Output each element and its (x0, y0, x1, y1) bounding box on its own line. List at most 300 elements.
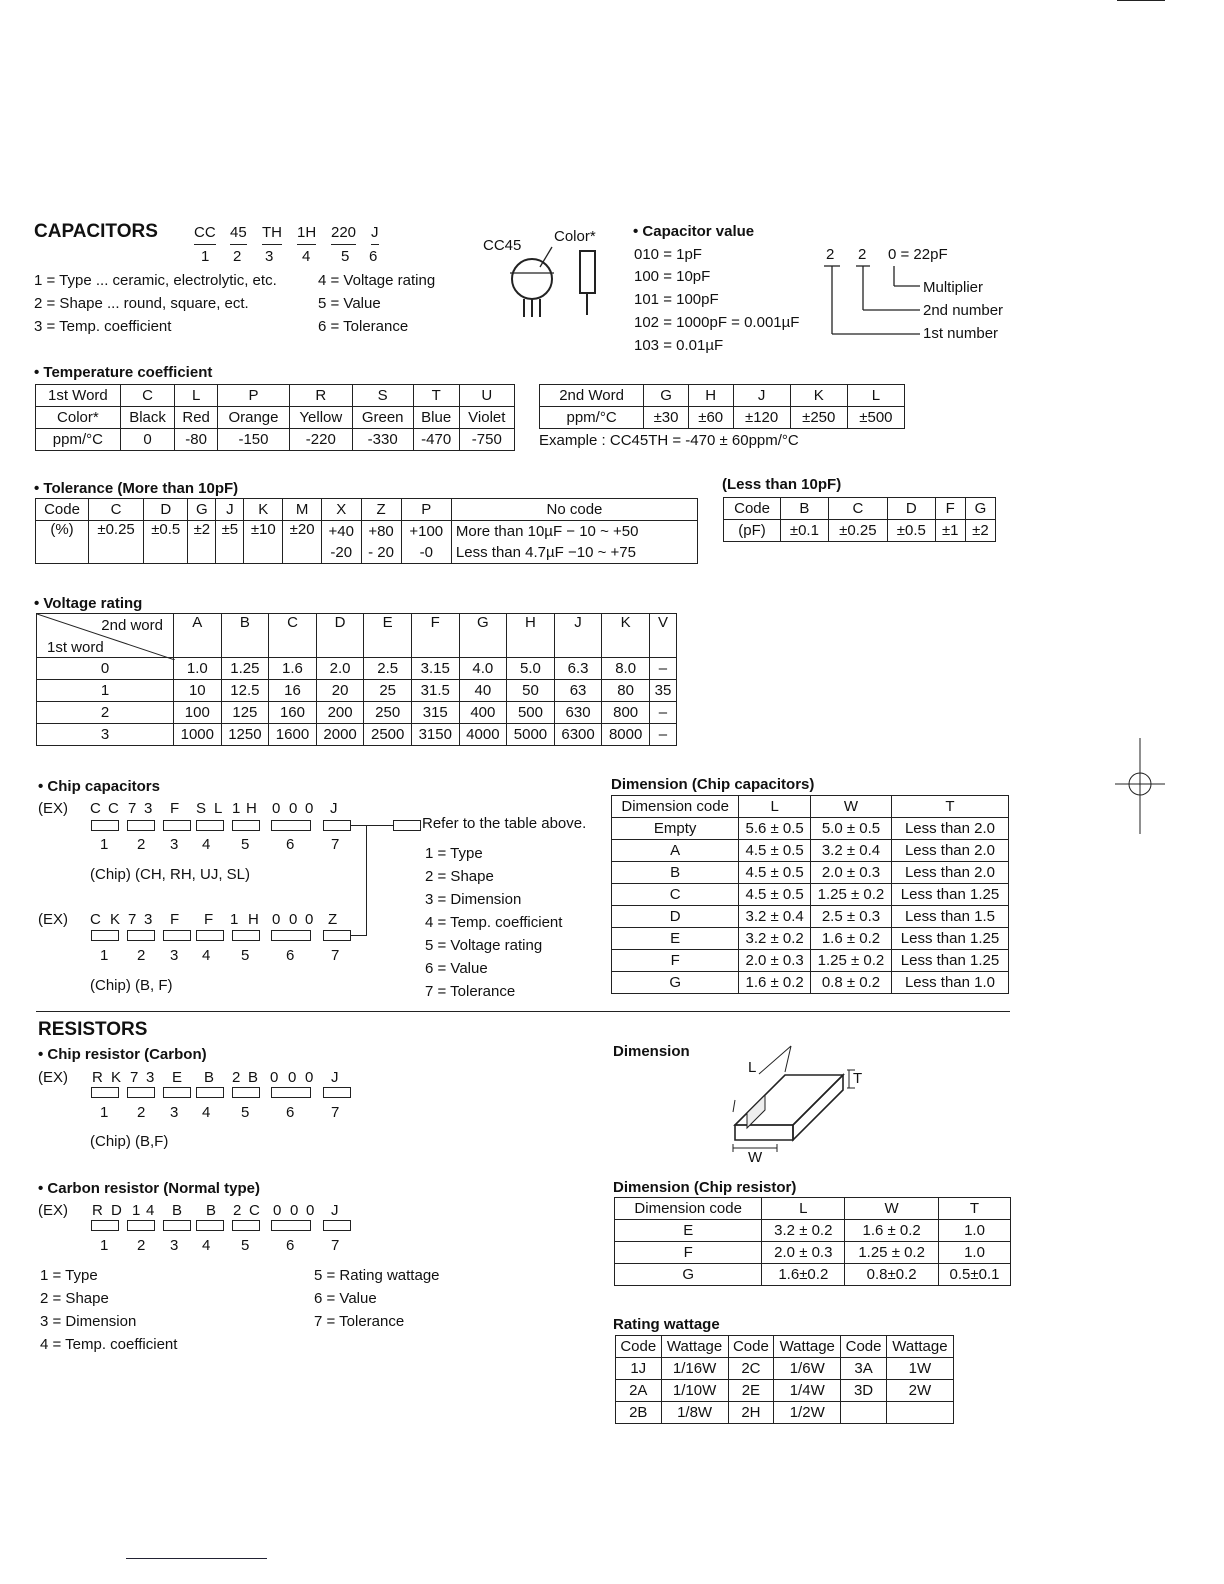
res-dim-label: Dimension (613, 1043, 690, 1060)
diagram-color-label: Color* (554, 228, 596, 245)
table-cell: – (649, 724, 676, 746)
table-cell: 80 (602, 680, 650, 702)
table-cell: 1250 (221, 724, 269, 746)
legend-item: 5 = Voltage rating (425, 937, 543, 954)
legend-item: 1 = Type ... ceramic, electrolytic, etc. (34, 272, 277, 289)
code-num: 6 (286, 947, 295, 964)
code-char: B (248, 1069, 259, 1086)
code-char: 0 (289, 800, 298, 817)
code-char: 0 (289, 911, 298, 928)
table-row (616, 1358, 954, 1380)
table-cell: T (413, 385, 459, 407)
table-cell: 1.6 ± 0.2 (810, 928, 891, 950)
table-row (612, 972, 1009, 994)
code-part: 45 (230, 222, 247, 245)
watt-table (615, 1335, 954, 1424)
table-cell: Z (361, 499, 401, 521)
code-char: 1 (132, 1202, 141, 1219)
table-cell: 2A (616, 1380, 662, 1402)
table-cell: L (847, 385, 904, 407)
voltage-table (36, 613, 677, 746)
table-cell: ±0.5 (144, 521, 188, 564)
temp-title: • Temperature coefficient (34, 364, 213, 381)
code-char: F (170, 800, 180, 817)
code-num: 5 (241, 1237, 250, 1254)
table-cell: W (845, 1198, 939, 1220)
code-num: 2 (137, 1237, 146, 1254)
res-dim-table (614, 1197, 1011, 1286)
code-num: 1 (100, 836, 109, 853)
table-cell: 5.0 (507, 658, 555, 680)
tolerance-title: • Tolerance (More than 10pF) (34, 480, 239, 497)
table-cell: -220 (290, 429, 353, 451)
code-char: C (90, 911, 101, 928)
code-char: 2 (233, 1202, 242, 1219)
footer-line (126, 1558, 267, 1559)
code-num: 4 (202, 1104, 211, 1121)
legend-item: 2 = Shape (40, 1290, 109, 1307)
table-cell: 2000 (316, 724, 364, 746)
table-cell: G (612, 972, 739, 994)
table-cell: ppm/°C (36, 429, 121, 451)
table-cell: +80 (361, 521, 401, 543)
table-cell: 3.2 ± 0.2 (762, 1220, 845, 1242)
code-part: 220 (331, 222, 356, 245)
code-char: 1 (232, 800, 241, 817)
resistors-title: RESISTORS (38, 1019, 148, 1040)
code-char: F (204, 911, 214, 928)
code-num: 7 (331, 836, 340, 853)
table-cell: ppm/°C (540, 407, 644, 429)
voltage-corner-cell (37, 614, 174, 658)
table-cell: Less than 1.25 (891, 950, 1008, 972)
code-char: R (92, 1202, 103, 1219)
table-cell: C (828, 498, 887, 520)
table-cell: E (612, 928, 739, 950)
table-cell: 35 (649, 680, 676, 702)
table-cell: 5.0 ± 0.5 (810, 818, 891, 840)
table-cell: 3.2 ± 0.2 (739, 928, 811, 950)
table-cell: T (939, 1198, 1011, 1220)
table-cell: 10 (174, 680, 222, 702)
table-row (612, 862, 1009, 884)
code-num: 1 (100, 1104, 109, 1121)
voltage-title: • Voltage rating (34, 595, 143, 612)
table-cell: R (290, 385, 353, 407)
code-char: 0 (305, 800, 314, 817)
code-num: 3 (265, 248, 274, 265)
table-cell: J (216, 499, 244, 521)
table-cell: 2.0 ± 0.3 (739, 950, 811, 972)
table-cell: 3.2 ± 0.4 (810, 840, 891, 862)
code-char: 2 (232, 1069, 241, 1086)
example-digit: 2 (858, 246, 867, 263)
code-num: 1 (201, 248, 210, 265)
table-cell: Blue (413, 407, 459, 429)
table-cell: 400 (459, 702, 507, 724)
table-row (612, 928, 1009, 950)
table-cell: 1.0 (939, 1220, 1011, 1242)
table-cell: W (810, 796, 891, 818)
table-row (616, 1380, 954, 1402)
chip-note-2: (Chip) (B, F) (90, 977, 173, 994)
table-cell: 1.25 ± 0.2 (810, 884, 891, 906)
table-cell: 2 (37, 702, 174, 724)
code-char: C (249, 1202, 260, 1219)
table-cell: ±20 (283, 521, 322, 564)
code-char: K (111, 1069, 122, 1086)
table-cell: Violet (459, 407, 514, 429)
table-cell: -150 (217, 429, 289, 451)
table-cell: 3A (841, 1358, 887, 1380)
table-row (36, 407, 515, 429)
code-char: K (110, 911, 121, 928)
value-line: 103 = 0.01µF (634, 337, 724, 354)
legend-item: 1 = Type (40, 1267, 98, 1284)
code-num: 2 (137, 836, 146, 853)
code-num: 6 (286, 1237, 295, 1254)
table-row (37, 658, 677, 680)
table-cell: Code (728, 1336, 774, 1358)
code-num: 2 (233, 248, 242, 265)
table-row (616, 1402, 954, 1424)
table-cell: +100 (401, 521, 451, 543)
table-cell: -750 (459, 429, 514, 451)
capacitor-value-title: • Capacitor value (633, 223, 755, 240)
code-num: 4 (302, 248, 311, 265)
table-cell: -0 (401, 542, 451, 564)
table-cell: 2.0 ± 0.3 (810, 862, 891, 884)
table-cell: F (612, 950, 739, 972)
example-digit: 0 = 22pF (888, 246, 948, 263)
table-row (612, 906, 1009, 928)
code-char: S (196, 800, 207, 817)
table-row (612, 818, 1009, 840)
chip-capacitors-title: • Chip capacitors (38, 778, 160, 795)
table-cell: 800 (602, 702, 650, 724)
temp-example: Example : CC45TH = -470 ± 60ppm/°C (539, 432, 799, 449)
table-cell: P (401, 499, 451, 521)
table-cell: Red (175, 407, 218, 429)
chip-resistor-title: • Chip resistor (Carbon) (38, 1046, 207, 1063)
legend-item: 4 = Temp. coefficient (425, 914, 563, 931)
table-cell: F (615, 1242, 762, 1264)
table-cell: 1/4W (774, 1380, 841, 1402)
table-cell: 6300 (554, 724, 602, 746)
ex-label: (EX) (38, 911, 68, 928)
corner-top-label: 2nd word (101, 617, 163, 634)
table-row (36, 429, 515, 451)
table-cell: ±120 (733, 407, 790, 429)
table-cell: P (217, 385, 289, 407)
tolerance-table (35, 498, 698, 564)
code-char: 0 (290, 1202, 299, 1219)
ex-label: (EX) (38, 800, 68, 817)
code-char: 0 (288, 1069, 297, 1086)
table-row (612, 884, 1009, 906)
code-char: 1 (230, 911, 239, 928)
code-num: 2 (137, 947, 146, 964)
res-note-1: (Chip) (B,F) (90, 1133, 169, 1150)
table-cell: C (120, 385, 175, 407)
code-char: H (248, 911, 259, 928)
table-cell: 0.8±0.2 (845, 1264, 939, 1286)
table-cell: 1.0 (939, 1242, 1011, 1264)
table-cell: ±5 (216, 521, 244, 564)
table-cell: 0 (37, 658, 174, 680)
value-line: 101 = 100pF (634, 291, 719, 308)
table-cell: 1.6 (269, 658, 317, 680)
table-cell: H (688, 385, 733, 407)
table-cell: 3 (37, 724, 174, 746)
section-divider (36, 1011, 1010, 1012)
table-cell: J (733, 385, 790, 407)
table-cell: Less than 2.0 (891, 862, 1008, 884)
code-char: B (172, 1202, 183, 1219)
table-cell: 6.3 (554, 658, 602, 680)
code-num: 4 (202, 947, 211, 964)
table-cell: B (221, 614, 269, 658)
code-char: 3 (144, 800, 153, 817)
table-cell: 4.0 (459, 658, 507, 680)
table-cell: 16 (269, 680, 317, 702)
crop-mark (1117, 0, 1165, 1)
table-cell: 1J (616, 1358, 662, 1380)
table-cell: K (790, 385, 847, 407)
table-row (37, 702, 677, 724)
table-cell: 25 (364, 680, 412, 702)
code-char: 4 (146, 1202, 155, 1219)
table-cell: B (612, 862, 739, 884)
table-row (616, 1336, 954, 1358)
dim-l-label: L (748, 1059, 757, 1076)
table-cell: B (781, 498, 829, 520)
table-cell: ±2 (965, 520, 995, 542)
value-line: 102 = 1000pF = 0.001µF (634, 314, 800, 331)
code-char: J (331, 1069, 339, 1086)
code-char: 0 (273, 1202, 282, 1219)
table-row (612, 840, 1009, 862)
temp-first-word-table (35, 384, 515, 451)
example-digit: 2 (826, 246, 835, 263)
code-num: 5 (341, 248, 350, 265)
table-cell: Black (120, 407, 175, 429)
table-cell: ±0.25 (828, 520, 887, 542)
code-num: 7 (331, 1237, 340, 1254)
table-cell: Less than 1.25 (891, 928, 1008, 950)
table-cell: 3.2 ± 0.4 (739, 906, 811, 928)
code-char: 7 (128, 911, 137, 928)
table-cell: – (649, 702, 676, 724)
table-cell: Color* (36, 407, 121, 429)
code-num: 1 (100, 1237, 109, 1254)
example-label: Multiplier (923, 279, 984, 296)
table-cell: 31.5 (411, 680, 459, 702)
table-cell: L (739, 796, 811, 818)
temp-second-word-table (539, 384, 905, 429)
code-num: 1 (100, 947, 109, 964)
table-cell: 1st Word (36, 385, 121, 407)
code-num: 5 (241, 836, 250, 853)
example-label: 2nd number (923, 302, 1004, 319)
legend-item: 7 = Tolerance (314, 1313, 405, 1330)
code-char: 0 (272, 911, 281, 928)
table-cell: 2H (728, 1402, 774, 1424)
table-cell: ±250 (790, 407, 847, 429)
table-cell: 315 (411, 702, 459, 724)
ex-label: (EX) (38, 1069, 68, 1086)
table-cell: X (322, 499, 362, 521)
code-num: 6 (369, 248, 378, 265)
code-part: 1H (297, 222, 316, 245)
table-cell: 1 (37, 680, 174, 702)
code-char: J (330, 800, 338, 817)
legend-item: 5 = Value (318, 295, 381, 312)
legend-item: 3 = Dimension (40, 1313, 137, 1330)
table-row (612, 950, 1009, 972)
legend-item: 2 = Shape ... round, square, ect. (34, 295, 249, 312)
table-cell: 4.5 ± 0.5 (739, 862, 811, 884)
table-cell: M (283, 499, 322, 521)
chip-note-1: (Chip) (CH, RH, UJ, SL) (90, 866, 251, 883)
code-char: 3 (146, 1069, 155, 1086)
example-label: 1st number (923, 325, 999, 342)
table-cell: 4000 (459, 724, 507, 746)
table-cell: 2C (728, 1358, 774, 1380)
code-num: 7 (331, 1104, 340, 1121)
table-cell: 1.25 ± 0.2 (845, 1242, 939, 1264)
table-row (36, 385, 515, 407)
table-cell: U (459, 385, 514, 407)
table-cell (886, 1402, 953, 1424)
table-cell: Code (841, 1336, 887, 1358)
table-cell: 50 (507, 680, 555, 702)
table-cell: K (602, 614, 650, 658)
table-row (37, 680, 677, 702)
code-part: TH (262, 222, 282, 245)
table-cell: ±0.5 (888, 520, 936, 542)
table-cell: ±0.25 (89, 521, 144, 564)
table-cell: 1W (886, 1358, 953, 1380)
table-cell: 3150 (411, 724, 459, 746)
code-char: B (206, 1202, 217, 1219)
chip-dim-table (611, 795, 1009, 994)
table-cell: 1.6 ± 0.2 (845, 1220, 939, 1242)
table-cell: 1/10W (661, 1380, 728, 1402)
table-cell: ±30 (644, 407, 689, 429)
code-char: F (170, 911, 180, 928)
table-cell: Code (724, 498, 781, 520)
legend-item: 3 = Dimension (425, 891, 522, 908)
code-char: 0 (306, 1202, 315, 1219)
table-cell: D (888, 498, 936, 520)
table-cell: Code (616, 1336, 662, 1358)
code-num: 2 (137, 1104, 146, 1121)
table-cell: 1000 (174, 724, 222, 746)
table-cell: -20 (322, 542, 362, 564)
table-cell: F (411, 614, 459, 658)
code-num: 6 (286, 1104, 295, 1121)
table-row (37, 724, 677, 746)
table-cell: G (615, 1264, 762, 1286)
table-cell: 0.5±0.1 (939, 1264, 1011, 1286)
table-cell: K (244, 499, 283, 521)
table-cell: 1.25 (221, 658, 269, 680)
table-cell: 3.15 (411, 658, 459, 680)
table-cell: 1.6 ± 0.2 (739, 972, 811, 994)
table-cell: Orange (217, 407, 289, 429)
table-cell: 4.5 ± 0.5 (739, 884, 811, 906)
table-cell: D (144, 499, 188, 521)
table-cell: 1/6W (774, 1358, 841, 1380)
capacitor-diagram-icon (500, 235, 610, 320)
code-part: CC (194, 222, 216, 245)
code-char: 0 (305, 1069, 314, 1086)
table-cell: A (174, 614, 222, 658)
table-cell: 1/2W (774, 1402, 841, 1424)
table-row (36, 521, 698, 543)
dim-t-label: T (853, 1070, 863, 1087)
table-row (615, 1264, 1011, 1286)
legend-item: 4 = Temp. coefficient (40, 1336, 178, 1353)
res-dim-title: Dimension (Chip resistor) (613, 1179, 797, 1196)
table-cell: 1.6±0.2 (762, 1264, 845, 1286)
table-cell: 160 (269, 702, 317, 724)
carbon-resistor-title: • Carbon resistor (Normal type) (38, 1180, 260, 1197)
capacitors-title: CAPACITORS (34, 221, 158, 242)
table-cell: ±0.1 (781, 520, 829, 542)
table-cell: 1/16W (661, 1358, 728, 1380)
code-num: 3 (170, 947, 179, 964)
code-num: 4 (202, 836, 211, 853)
code-char: R (92, 1069, 103, 1086)
table-cell: D (316, 614, 364, 658)
table-cell: Less than 1.0 (891, 972, 1008, 994)
table-row (540, 407, 905, 429)
table-cell: More than 10µF − 10 ~ +50 (451, 521, 697, 543)
table-cell: 20 (316, 680, 364, 702)
table-cell: C (612, 884, 739, 906)
table-cell: 0 (120, 429, 175, 451)
table-cell: ±2 (188, 521, 216, 564)
code-char: C (108, 800, 119, 817)
table-row (724, 520, 996, 542)
table-row (540, 385, 905, 407)
code-char: E (172, 1069, 183, 1086)
table-cell: V (649, 614, 676, 658)
code-num: 4 (202, 1237, 211, 1254)
table-cell: ±1 (935, 520, 965, 542)
legend-item: 6 = Value (314, 1290, 377, 1307)
table-cell: Dimension code (615, 1198, 762, 1220)
table-cell: J (554, 614, 602, 658)
table-cell: 100 (174, 702, 222, 724)
table-row (612, 796, 1009, 818)
table-cell: Less than 2.0 (891, 818, 1008, 840)
code-char: D (111, 1202, 122, 1219)
code-num: 3 (170, 1237, 179, 1254)
tolerance-less-table (723, 497, 996, 542)
table-cell: 8.0 (602, 658, 650, 680)
value-line: 100 = 10pF (634, 268, 711, 285)
table-cell: – (649, 658, 676, 680)
code-char: J (331, 1202, 339, 1219)
table-cell: T (891, 796, 1008, 818)
table-cell: 3D (841, 1380, 887, 1402)
code-char: 7 (128, 800, 137, 817)
table-cell: 2E (728, 1380, 774, 1402)
code-char: Z (328, 911, 338, 928)
